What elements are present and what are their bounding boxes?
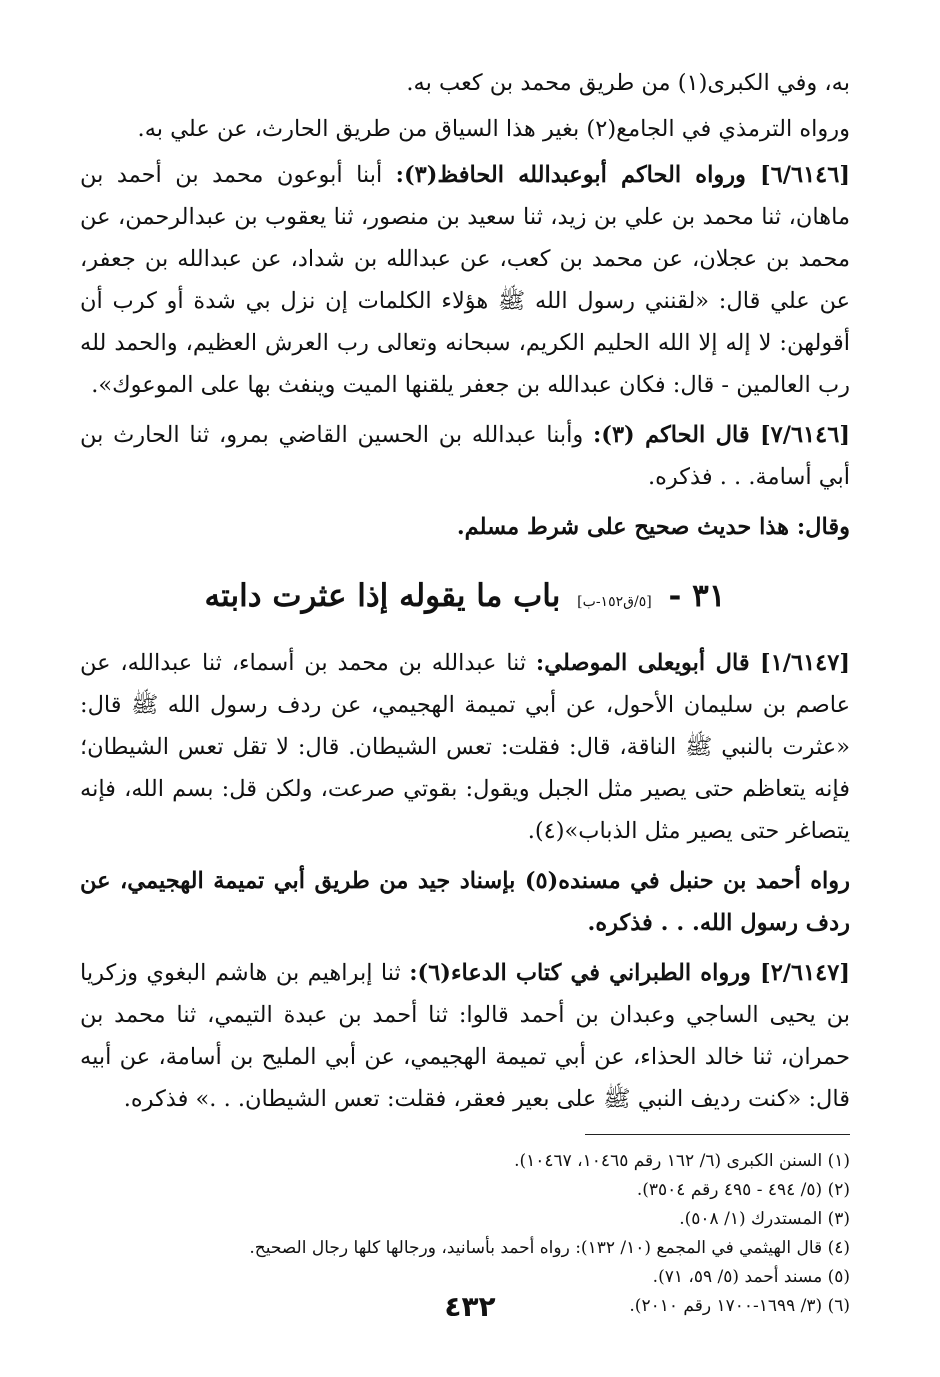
paragraph-8 (80, 952, 850, 1120)
chapter-heading (80, 574, 850, 624)
paragraph-text: ثنا إبراهيم بن هاشم البغوي وزكريا بن يحيى الساجي وعبدان بن أحمد قالوا: ثنا أحمد بن عبدة التيمي، ثنا محمد بن حمران، ثنا خالد الحذاء، عن أبي تميمة الهجيمي، عن أبي المليح بن أسامة، عن أبيه قال: «كنت رديف النبي ﷺ على بعير فعقر، فقلت: تعس الشيطان. . .» فذكره. (80, 960, 850, 1112)
hadith-lead: وقال: هذا حديث صحيح على شرط مسلم. (456, 514, 850, 540)
hadith-lead: [٦/٦١٤٦] ورواه الحاكم أبوعبدالله الحافظ(٣): (395, 162, 850, 188)
page-number: ٤٣٢ (444, 1290, 496, 1323)
manuscript-folio: [٥/ق١٥٢-ب] (577, 594, 652, 610)
paragraph-text: أبنا أبوعون محمد بن أحمد بن ماهان، ثنا محمد بن علي بن زيد، ثنا سعيد بن منصور، ثنا يعقوب بن عبدالرحمن، عن محمد بن عجلان، عن محمد بن كعب، عن عبدالله بن شداد، عن عبدالله بن جعفر، عن علي قال: «لقنني رسول الله ﷺ هؤلاء الكلمات إن نزل بي شدة أو كرب أن أقولهن: لا إله إلا الله الحليم الكريم، سبحانه وتعالى رب العرش العظيم، والحمد لله رب العالمين - قال: فكان عبدالله بن جعفر يلقنها الميت وينفث بها على الموعوك». (80, 162, 850, 398)
footnote: (٣) المستدرك (١/ ٥٠٨). (679, 1209, 850, 1229)
paragraph-7 (80, 860, 850, 944)
footnote: (٥) مسند أحمد (٥/ ٥٩، ٧١). (652, 1267, 850, 1287)
hadith-lead: [١/٦١٤٧] قال أبويعلى الموصلي: (535, 650, 850, 676)
paragraph-text: ثنا عبدالله بن محمد بن أسماء، ثنا عبدالله، عن عاصم بن سليمان الأحول، عن أبي تميمة الهجيمي، عن ردف رسول الله ﷺ قال: «عثرت بالنبي ﷺ الناقة، قال: فقلت: تعس الشيطان. قال: لا تقل تعس الشيطان؛ فإنه يتعاظم حتى يصير مثل الجبل ويقول: بقوتي صرعت، ولكن قل: بسم الله، فإنه يتصاغر حتى يصير مثل الذباب»(٤). (80, 650, 850, 844)
paragraph-2 (80, 108, 850, 150)
footnote-divider (585, 1134, 850, 1135)
chapter-title: باب ما يقوله إذا عثرت دابته (204, 578, 561, 614)
paragraph-text: ورواه الترمذي في الجامع(٢) بغير هذا السياق من طريق الحارث، عن علي به. (137, 116, 850, 142)
chapter-number: ٣١ - (668, 578, 726, 614)
footnote: (٤) قال الهيثمي في المجمع (١٠/ ١٣٢): رواه أحمد بأسانيد، ورجالها كلها رجال الصحيح. (249, 1238, 850, 1258)
hadith-lead: [٧/٦١٤٦] قال الحاكم (٣): (593, 422, 850, 448)
footnote: (٢) (٥/ ٤٩٤ - ٤٩٥ رقم ٣٥٠٤). (636, 1180, 850, 1200)
hadith-lead: [٢/٦١٤٧] ورواه الطبراني في كتاب الدعاء(٦): (409, 960, 850, 986)
paragraph-1 (80, 62, 850, 104)
hadith-lead: رواه أحمد بن حنبل في مسنده(٥) بإسناد جيد من طريق أبي تميمة الهجيمي، عن ردف رسول الله. . . فذكره. (80, 868, 851, 936)
paragraph-text: به، وفي الكبرى(١) من طريق محمد بن كعب به. (406, 70, 850, 96)
paragraph-text: وأبنا عبدالله بن الحسين القاضي بمرو، ثنا الحارث بن أبي أسامة. . . فذكره. (80, 422, 850, 490)
footnote: (٦) (٣/ ١٦٩٩-١٧٠٠ رقم ٢٠١٠). (629, 1296, 850, 1316)
footnote: (١) السنن الكبرى (٦/ ١٦٢ رقم ١٠٤٦٥، ١٠٤٦٧). (514, 1151, 850, 1171)
paragraph-3 (80, 154, 850, 406)
paragraph-4 (80, 414, 850, 498)
page-body (80, 62, 850, 1342)
paragraph-5 (80, 506, 850, 548)
paragraph-6 (80, 642, 850, 852)
